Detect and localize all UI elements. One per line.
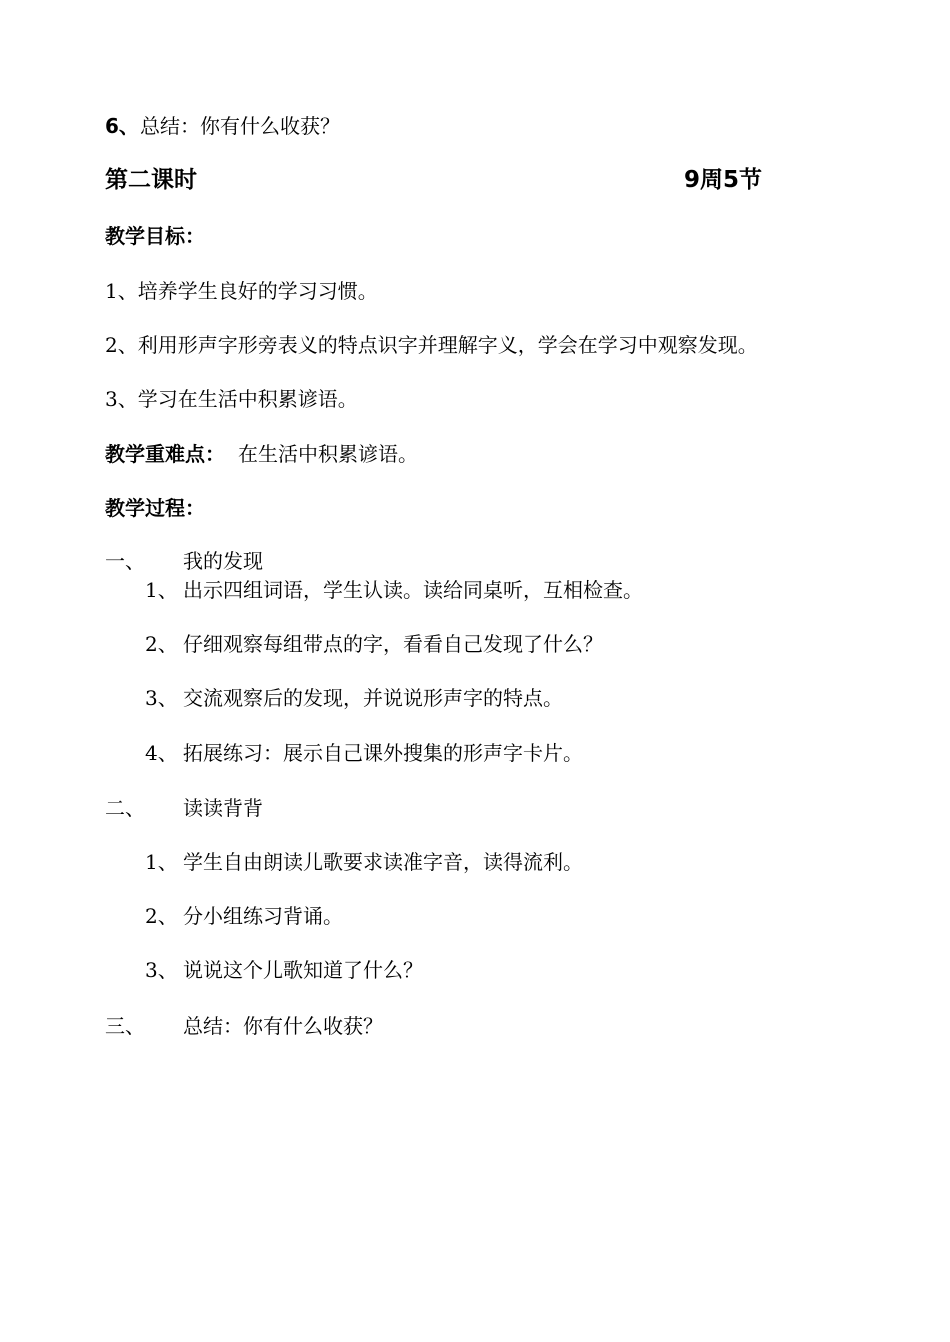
step-number: 3、 bbox=[145, 958, 178, 982]
step-number: 1、 bbox=[145, 850, 178, 874]
process-heading-text: 教学过程： bbox=[105, 496, 205, 520]
intro-item-text: 总结：你有什么收获？ bbox=[140, 114, 340, 138]
objective-item-text: 2、利用形声字形旁表义的特点识字并理解字义，学会在学习中观察发现。 bbox=[105, 333, 758, 357]
lesson-title: 第二课时 bbox=[105, 167, 197, 193]
section-number: 二、 bbox=[105, 796, 145, 820]
section-number: 一、 bbox=[105, 549, 145, 573]
step-number: 4、 bbox=[145, 741, 178, 765]
step-text: 出示四组词语，学生认读。读给同桌听，互相检查。 bbox=[183, 578, 643, 602]
step-number: 1、 bbox=[145, 578, 178, 602]
lesson-schedule: 9周5节 bbox=[684, 167, 763, 193]
step-text: 学生自由朗读儿歌要求读准字音，读得流利。 bbox=[183, 850, 583, 874]
step-number: 2、 bbox=[145, 904, 178, 928]
key-points-text: 在生活中积累谚语。 bbox=[238, 442, 418, 466]
section-title-text: 总结：你有什么收获？ bbox=[183, 1014, 383, 1038]
step-number: 2、 bbox=[145, 632, 178, 656]
key-points-label: 教学重难点： bbox=[105, 442, 225, 466]
objective-item-text: 1、培养学生良好的学习习惯。 bbox=[105, 279, 378, 303]
step-text: 分小组练习背诵。 bbox=[183, 904, 343, 928]
section-title-text: 读读背背 bbox=[183, 796, 263, 820]
objectives-heading-text: 教学目标： bbox=[105, 224, 205, 248]
objective-item-text: 3、学习在生活中积累谚语。 bbox=[105, 387, 358, 411]
section-title-text: 我的发现 bbox=[183, 549, 263, 573]
step-text: 说说这个儿歌知道了什么？ bbox=[183, 958, 423, 982]
step-number: 3、 bbox=[145, 686, 178, 710]
intro-item-number: 6、 bbox=[105, 114, 139, 138]
step-text: 交流观察后的发现，并说说形声字的特点。 bbox=[183, 686, 563, 710]
step-text: 拓展练习：展示自己课外搜集的形声字卡片。 bbox=[183, 741, 583, 765]
section-number: 三、 bbox=[105, 1014, 145, 1038]
step-text: 仔细观察每组带点的字，看看自己发现了什么？ bbox=[183, 632, 603, 656]
